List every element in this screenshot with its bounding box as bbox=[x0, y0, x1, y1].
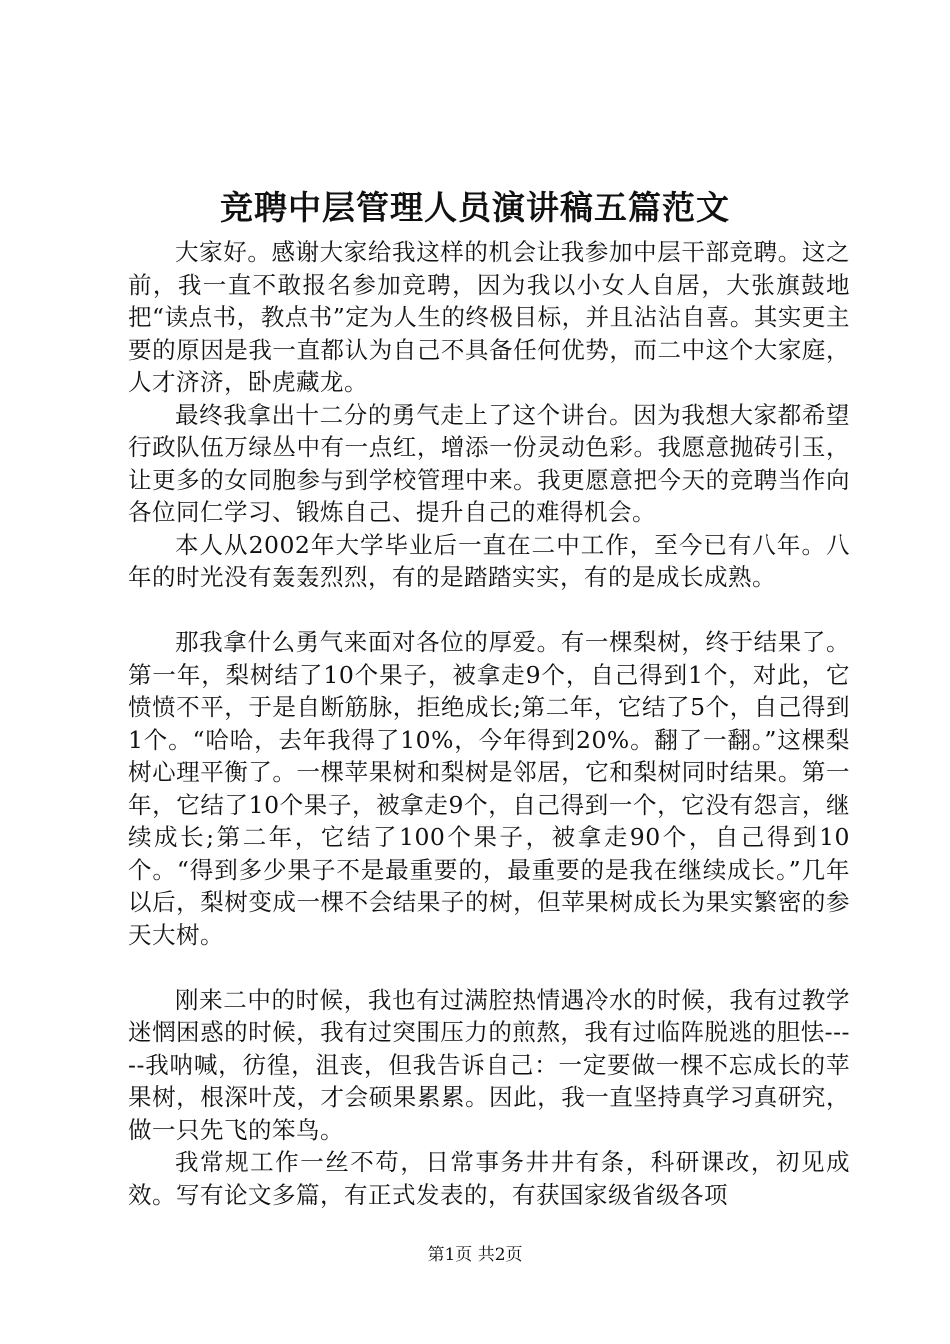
paragraph-work: 我常规工作一丝不苟，日常事务井井有条，科研课改，初见成效。写有论文多篇，有正式发表的，有获国家级省级各项 bbox=[128, 1148, 850, 1209]
paragraph-growth: 刚来二中的时候，我也有过满腔热情遇冷水的时候，我有过教学迷惘困惑的时候，我有过突围压力的煎熬，我有过临阵脱逃的胆怯-----我呐喊，彷徨，沮丧，但我告诉自己：一定要做一棵不忘成长的苹果树，根深叶茂，才会硕果累累。因此，我一直坚持真学习真研究，做一只先飞的笨鸟。 bbox=[128, 985, 850, 1144]
paragraph-tree-story: 那我拿什么勇气来面对各位的厚爱。有一棵梨树，终于结果了。第一年，梨树结了10个果子，被拿走9个，自己得到1个，对此，它愤愤不平，于是自断筋脉，拒绝成长;第二年，它结了5个，自己得到1个。“哈哈，去年我得了10%，今年得到20%。翻了一翻。”这棵梨树心理平衡了。一棵苹果树和梨树是邻居，它和梨树同时结果。第一年，它结了10个果子，被拿走9个，自己得到一个，它没有怨言，继续成长;第二年，它结了100个果子，被拿走90个，自己得到10个。“得到多少果子不是最重要的，最重要的是我在继续成长。”几年以后，梨树变成一棵不会结果子的树，但苹果树成长为果实繁密的参天大树。 bbox=[128, 628, 850, 949]
page-footer: 第1页 共2页 bbox=[427, 1245, 523, 1265]
paragraph-experience: 本人从2002年大学毕业后一直在二中工作，至今已有八年。八年的时光没有轰轰烈烈，有的是踏踏实实，有的是成长成熟。 bbox=[128, 530, 850, 591]
paragraph-spacer bbox=[128, 594, 850, 627]
document-title: 竞聘中层管理人员演讲稿五篇范文 bbox=[220, 188, 730, 227]
paragraph-greeting: 大家好。感谢大家给我这样的机会让我参加中层干部竞聘。这之前，我一直不敢报名参加竞聘，因为我以小女人自居，大张旗鼓地把“读点书，教点书”定为人生的终极目标，并且沾沾自喜。其实更主要的原因是我一直都认为自己不具备任何优势，而二中这个大家庭，人才济济，卧虎藏龙。 bbox=[128, 238, 850, 396]
paragraph-courage: 最终我拿出十二分的勇气走上了这个讲台。因为我想大家都希望行政队伍万绿丛中有一点红，增添一份灵动色彩。我愿意抛砖引玉，让更多的女同胞参与到学校管理中来。我更愿意把今天的竞聘当作向各位同仁学习、锻炼自己、提升自己的难得机会。 bbox=[128, 400, 850, 526]
document-body bbox=[128, 236, 850, 1211]
paragraph-spacer bbox=[128, 951, 850, 984]
